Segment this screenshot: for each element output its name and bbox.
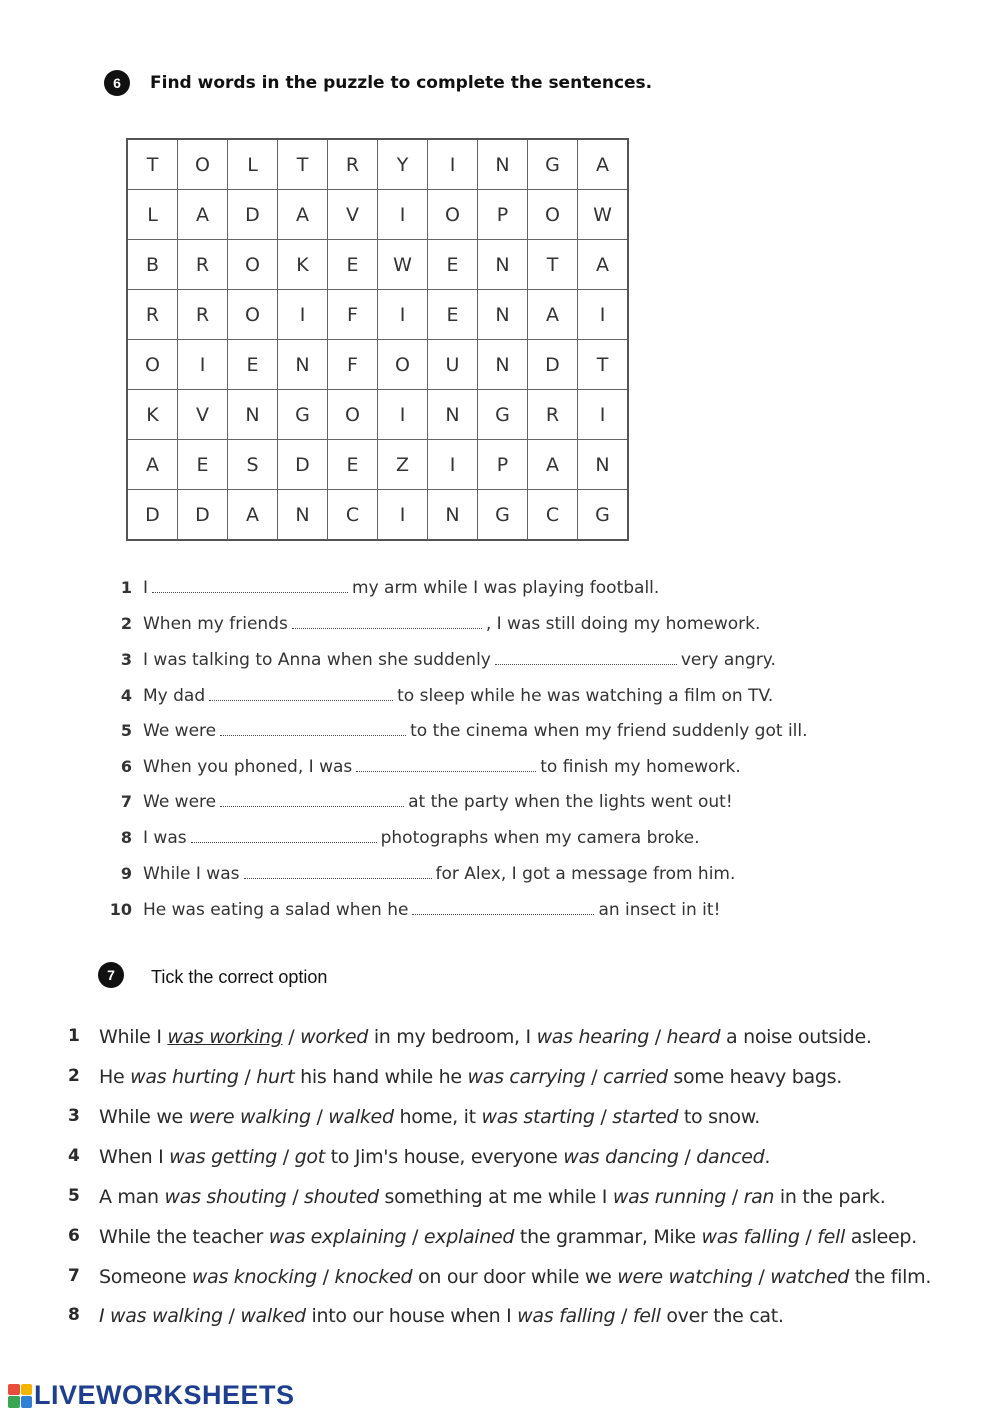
exercise-6-sentence: [0, 900, 1000, 930]
grid-cell[interactable]: O: [328, 390, 378, 440]
sentence-after-blank: for Alex, I got a message from him.: [435, 864, 736, 884]
grid-cell[interactable]: E: [328, 240, 378, 290]
sentence-text: /: [594, 1106, 613, 1128]
grid-cell[interactable]: I: [378, 190, 428, 240]
answer-blank[interactable]: [356, 757, 536, 772]
grid-cell[interactable]: D: [228, 190, 278, 240]
sentence-text: over the cat.: [660, 1305, 784, 1327]
grid-cell[interactable]: I: [278, 290, 328, 340]
sentence-body: [143, 614, 760, 634]
exercise-6-sentence: [0, 650, 1000, 680]
grid-cell[interactable]: D: [278, 440, 328, 490]
sentence-text: home, it: [393, 1106, 482, 1128]
sentence-number: 5: [68, 1186, 80, 1206]
grid-cell[interactable]: P: [478, 190, 528, 240]
sentence-text: /: [310, 1106, 329, 1128]
sentence-number: 5: [120, 721, 132, 740]
exercise-6-sentence: [0, 792, 1000, 822]
sentence-text: /: [282, 1026, 301, 1048]
sentence-after-blank: at the party when the lights went out!: [408, 792, 733, 812]
grid-cell[interactable]: R: [127, 290, 178, 340]
sentence-body: [143, 828, 700, 848]
grid-cell[interactable]: F: [328, 340, 378, 390]
sentence-after-blank: very angry.: [680, 650, 776, 670]
answer-blank[interactable]: [244, 864, 432, 879]
sentence-body: [99, 1146, 770, 1168]
sentence-body: [99, 1066, 842, 1088]
verb-option[interactable]: shouted: [304, 1186, 379, 1208]
sentence-text: /: [406, 1226, 424, 1248]
sentence-number: 3: [120, 650, 132, 669]
sentence-number: 2: [68, 1066, 80, 1086]
grid-cell[interactable]: A: [178, 190, 228, 240]
grid-row: [127, 390, 628, 440]
sentence-body: [99, 1106, 760, 1128]
grid-cell[interactable]: C: [328, 490, 378, 541]
liveworksheets-logo-text: LIVEWORKSHEETS: [34, 1380, 295, 1410]
grid-cell[interactable]: R: [528, 390, 578, 440]
grid-cell[interactable]: I: [428, 440, 478, 490]
sentence-text: the film.: [849, 1266, 932, 1288]
grid-row: [127, 190, 628, 240]
grid-cell[interactable]: D: [178, 490, 228, 541]
sentence-before-blank: My dad: [143, 686, 206, 706]
sentence-number: 4: [120, 686, 132, 705]
sentence-body: [99, 1186, 885, 1208]
grid-cell[interactable]: L: [127, 190, 178, 240]
sentence-text: /: [615, 1305, 633, 1327]
sentence-text: He: [99, 1066, 131, 1088]
grid-cell[interactable]: L: [228, 139, 278, 190]
verb-option[interactable]: got: [294, 1146, 325, 1168]
sentence-body: [99, 1305, 784, 1327]
exercise-6-sentence: [0, 864, 1000, 894]
answer-blank[interactable]: [152, 578, 348, 593]
grid-cell[interactable]: P: [478, 440, 528, 490]
verb-option[interactable]: was hurting: [130, 1066, 239, 1088]
sentence-number: 6: [120, 757, 132, 776]
grid-cell[interactable]: A: [578, 240, 629, 290]
verb-option[interactable]: watched: [770, 1266, 850, 1288]
grid-cell[interactable]: T: [278, 139, 328, 190]
exercise-7-sentence: [0, 1026, 1000, 1058]
grid-cell[interactable]: G: [278, 390, 328, 440]
sentence-number: 7: [68, 1266, 80, 1286]
grid-cell[interactable]: T: [578, 340, 629, 390]
grid-cell[interactable]: T: [528, 240, 578, 290]
sentence-text: A man: [99, 1186, 165, 1208]
sentence-text: something at me while I: [378, 1186, 613, 1208]
grid-row: [127, 490, 628, 541]
sentence-text: in the park.: [774, 1186, 886, 1208]
sentence-body: [143, 900, 720, 920]
grid-cell[interactable]: K: [278, 240, 328, 290]
grid-cell[interactable]: I: [378, 390, 428, 440]
verb-option[interactable]: was explaining: [268, 1226, 407, 1248]
sentence-before-blank: When my friends: [143, 614, 288, 634]
sentence-after-blank: an insect in it!: [598, 900, 721, 920]
grid-cell[interactable]: R: [178, 290, 228, 340]
grid-cell[interactable]: S: [228, 440, 278, 490]
grid-cell[interactable]: N: [278, 340, 328, 390]
sentence-text: While the teacher: [99, 1226, 269, 1248]
grid-cell[interactable]: T: [127, 139, 178, 190]
sentence-text: .: [764, 1146, 771, 1168]
sentence-body: [99, 1026, 872, 1048]
verb-option[interactable]: walked: [328, 1106, 394, 1128]
grid-cell[interactable]: N: [278, 490, 328, 541]
sentence-text: /: [277, 1146, 295, 1168]
exercise-6-sentence: [0, 721, 1000, 751]
grid-cell[interactable]: E: [428, 290, 478, 340]
grid-cell[interactable]: G: [478, 390, 528, 440]
verb-option[interactable]: was dancing: [563, 1146, 679, 1168]
grid-cell[interactable]: G: [478, 490, 528, 541]
sentence-body: [143, 721, 808, 741]
sentence-before-blank: I was: [143, 828, 187, 848]
verb-option[interactable]: fell: [817, 1226, 845, 1248]
sentence-before-blank: He was eating a salad when he: [143, 900, 409, 920]
sentence-after-blank: , I was still doing my homework.: [485, 614, 761, 634]
sentence-text: While I: [99, 1026, 168, 1048]
word-search-grid: [126, 138, 629, 541]
verb-option[interactable]: knocked: [334, 1266, 413, 1288]
sentence-text: When I: [99, 1146, 170, 1168]
sentence-text: his hand while he: [294, 1066, 468, 1088]
sentence-before-blank: When you phoned, I was: [143, 757, 353, 777]
grid-row: [127, 240, 628, 290]
exercise-7-sentence: [0, 1106, 1000, 1138]
sentence-number: 2: [120, 614, 132, 633]
grid-cell[interactable]: O: [428, 190, 478, 240]
verb-option[interactable]: was hearing: [536, 1026, 649, 1048]
grid-cell[interactable]: R: [328, 139, 378, 190]
grid-cell[interactable]: I: [428, 139, 478, 190]
sentence-text: to snow.: [678, 1106, 760, 1128]
verb-option[interactable]: danced: [696, 1146, 765, 1168]
verb-option[interactable]: was shouting: [164, 1186, 287, 1208]
verb-option[interactable]: hurt: [256, 1066, 295, 1088]
grid-cell[interactable]: I: [578, 390, 629, 440]
grid-cell[interactable]: N: [478, 290, 528, 340]
grid-row: [127, 440, 628, 490]
verb-option[interactable]: was running: [612, 1186, 726, 1208]
grid-cell[interactable]: N: [228, 390, 278, 440]
sentence-number: 7: [120, 792, 132, 811]
answer-blank[interactable]: [220, 721, 406, 736]
exercise-7-sentence: [0, 1305, 1000, 1337]
exercise-6-heading: Find words in the puzzle to complete the sentences.: [150, 73, 653, 93]
sentence-number: 4: [68, 1146, 80, 1166]
grid-cell[interactable]: V: [178, 390, 228, 440]
grid-row: [127, 340, 628, 390]
verb-option[interactable]: was starting: [481, 1106, 595, 1128]
grid-cell[interactable]: Z: [378, 440, 428, 490]
sentence-before-blank: I was talking to Anna when she suddenly: [143, 650, 491, 670]
sentence-before-blank: We were: [143, 792, 217, 812]
sentence-text: some heavy bags.: [667, 1066, 842, 1088]
grid-cell[interactable]: E: [428, 240, 478, 290]
grid-cell[interactable]: U: [428, 340, 478, 390]
answer-blank[interactable]: [209, 686, 393, 701]
verb-option[interactable]: was falling: [517, 1305, 616, 1327]
grid-cell[interactable]: N: [478, 240, 528, 290]
sentence-body: [143, 650, 776, 670]
sentence-after-blank: to the cinema when my friend suddenly got ill.: [410, 721, 808, 741]
grid-cell[interactable]: A: [578, 139, 629, 190]
sentence-number: 8: [120, 828, 132, 847]
answer-blank[interactable]: [191, 828, 377, 843]
grid-cell[interactable]: O: [228, 240, 278, 290]
grid-cell[interactable]: V: [328, 190, 378, 240]
grid-cell[interactable]: G: [528, 139, 578, 190]
grid-cell[interactable]: A: [528, 440, 578, 490]
grid-cell[interactable]: B: [127, 240, 178, 290]
grid-cell[interactable]: D: [528, 340, 578, 390]
answer-blank[interactable]: [412, 900, 594, 915]
grid-cell[interactable]: Y: [378, 139, 428, 190]
exercise-7-number-badge: 7: [98, 962, 124, 988]
answer-blank[interactable]: [292, 614, 482, 629]
exercise-6-sentence: [0, 614, 1000, 644]
grid-cell[interactable]: W: [378, 240, 428, 290]
exercise-6-sentence: [0, 686, 1000, 716]
grid-cell[interactable]: A: [278, 190, 328, 240]
liveworksheets-logo-icon: [8, 1384, 32, 1408]
verb-option[interactable]: started: [612, 1106, 679, 1128]
sentence-body: [143, 792, 733, 812]
grid-cell[interactable]: E: [178, 440, 228, 490]
grid-cell[interactable]: W: [578, 190, 629, 240]
sentence-text: /: [725, 1186, 744, 1208]
sentence-text: into our house when I: [305, 1305, 518, 1327]
grid-cell[interactable]: E: [328, 440, 378, 490]
verb-option[interactable]: was working: [167, 1026, 283, 1048]
sentence-number: 6: [68, 1226, 80, 1246]
sentence-text: the grammar, Mike: [514, 1226, 702, 1248]
sentence-before-blank: While I was: [143, 864, 240, 884]
grid-cell[interactable]: N: [428, 490, 478, 541]
grid-cell[interactable]: I: [378, 490, 428, 541]
grid-row: [127, 290, 628, 340]
exercise-6-sentence: [0, 757, 1000, 787]
sentence-number: 1: [68, 1026, 80, 1046]
sentence-number: 8: [68, 1305, 80, 1325]
grid-cell[interactable]: G: [578, 490, 629, 541]
sentence-text: a noise outside.: [720, 1026, 872, 1048]
sentence-body: [143, 686, 773, 706]
sentence-body: [143, 864, 735, 884]
exercise-6-sentence: [0, 828, 1000, 858]
grid-cell[interactable]: K: [127, 390, 178, 440]
grid-row: [127, 139, 628, 190]
exercise-7-sentence: [0, 1266, 1000, 1298]
sentence-number: 10: [109, 900, 132, 919]
verb-option[interactable]: was carrying: [467, 1066, 586, 1088]
sentence-number: 3: [68, 1106, 80, 1126]
sentence-after-blank: photographs when my camera broke.: [380, 828, 700, 848]
grid-cell[interactable]: O: [378, 340, 428, 390]
sentence-body: [99, 1266, 931, 1288]
answer-blank[interactable]: [220, 792, 404, 807]
exercise-7-sentence: [0, 1066, 1000, 1098]
sentence-after-blank: to finish my homework.: [540, 757, 741, 777]
exercise-7-sentence: [0, 1226, 1000, 1258]
sentence-before-blank: We were: [143, 721, 217, 741]
sentence-body: [99, 1226, 917, 1248]
grid-cell[interactable]: N: [478, 340, 528, 390]
sentence-text: /: [286, 1186, 305, 1208]
grid-cell[interactable]: O: [528, 190, 578, 240]
grid-cell[interactable]: F: [328, 290, 378, 340]
sentence-number: 1: [120, 578, 132, 597]
sentence-text: in my bedroom, I: [368, 1026, 537, 1048]
verb-option[interactable]: fell: [632, 1305, 661, 1327]
exercise-7-sentence: [0, 1186, 1000, 1218]
verb-option[interactable]: was falling: [701, 1226, 800, 1248]
grid-cell[interactable]: O: [228, 290, 278, 340]
sentence-after-blank: to sleep while he was watching a film on TV.: [397, 686, 774, 706]
sentence-text: While we: [99, 1106, 189, 1128]
verb-option[interactable]: heard: [666, 1026, 721, 1048]
answer-blank[interactable]: [495, 650, 677, 665]
sentence-text: /: [222, 1305, 241, 1327]
exercise-6-number-badge: 6: [104, 70, 130, 96]
grid-cell[interactable]: R: [178, 240, 228, 290]
sentence-body: [143, 578, 659, 598]
grid-cell[interactable]: E: [228, 340, 278, 390]
grid-cell[interactable]: A: [528, 290, 578, 340]
exercise-6-sentence: [0, 578, 1000, 608]
sentence-text: /: [648, 1026, 667, 1048]
verb-option[interactable]: walked: [240, 1305, 306, 1327]
sentence-body: [143, 757, 741, 777]
verb-option[interactable]: I was walking: [99, 1305, 223, 1327]
sentence-text: to Jim's house, everyone: [324, 1146, 564, 1168]
exercise-7-sentence: [0, 1146, 1000, 1178]
grid-cell[interactable]: O: [127, 340, 178, 390]
exercise-7-heading: Tick the correct option: [151, 967, 328, 987]
sentence-text: /: [316, 1266, 335, 1288]
grid-cell[interactable]: N: [428, 390, 478, 440]
sentence-text: /: [799, 1226, 818, 1248]
sentence-text: /: [585, 1066, 603, 1088]
sentence-text: /: [752, 1266, 771, 1288]
sentence-after-blank: my arm while I was playing football.: [352, 578, 660, 598]
verb-option[interactable]: ran: [743, 1186, 775, 1208]
grid-cell[interactable]: I: [578, 290, 629, 340]
sentence-text: asleep.: [844, 1226, 917, 1248]
verb-option[interactable]: was knocking: [191, 1266, 317, 1288]
grid-cell[interactable]: O: [178, 139, 228, 190]
verb-option[interactable]: worked: [300, 1026, 369, 1048]
sentence-text: Someone: [99, 1266, 192, 1288]
grid-cell[interactable]: A: [228, 490, 278, 541]
grid-cell[interactable]: I: [378, 290, 428, 340]
verb-option[interactable]: were watching: [617, 1266, 753, 1288]
sentence-text: /: [238, 1066, 257, 1088]
verb-option[interactable]: carried: [602, 1066, 668, 1088]
grid-cell[interactable]: I: [178, 340, 228, 390]
liveworksheets-logo: [8, 1380, 295, 1411]
grid-cell[interactable]: N: [478, 139, 528, 190]
verb-option[interactable]: were walking: [188, 1106, 311, 1128]
verb-option[interactable]: explained: [423, 1226, 515, 1248]
sentence-text: on our door while we: [412, 1266, 618, 1288]
sentence-before-blank: I: [143, 578, 149, 598]
grid-cell[interactable]: A: [127, 440, 178, 490]
grid-cell[interactable]: C: [528, 490, 578, 541]
sentence-number: 9: [120, 864, 132, 883]
sentence-text: /: [678, 1146, 697, 1168]
verb-option[interactable]: was getting: [169, 1146, 278, 1168]
grid-cell[interactable]: D: [127, 490, 178, 541]
grid-cell[interactable]: N: [578, 440, 629, 490]
